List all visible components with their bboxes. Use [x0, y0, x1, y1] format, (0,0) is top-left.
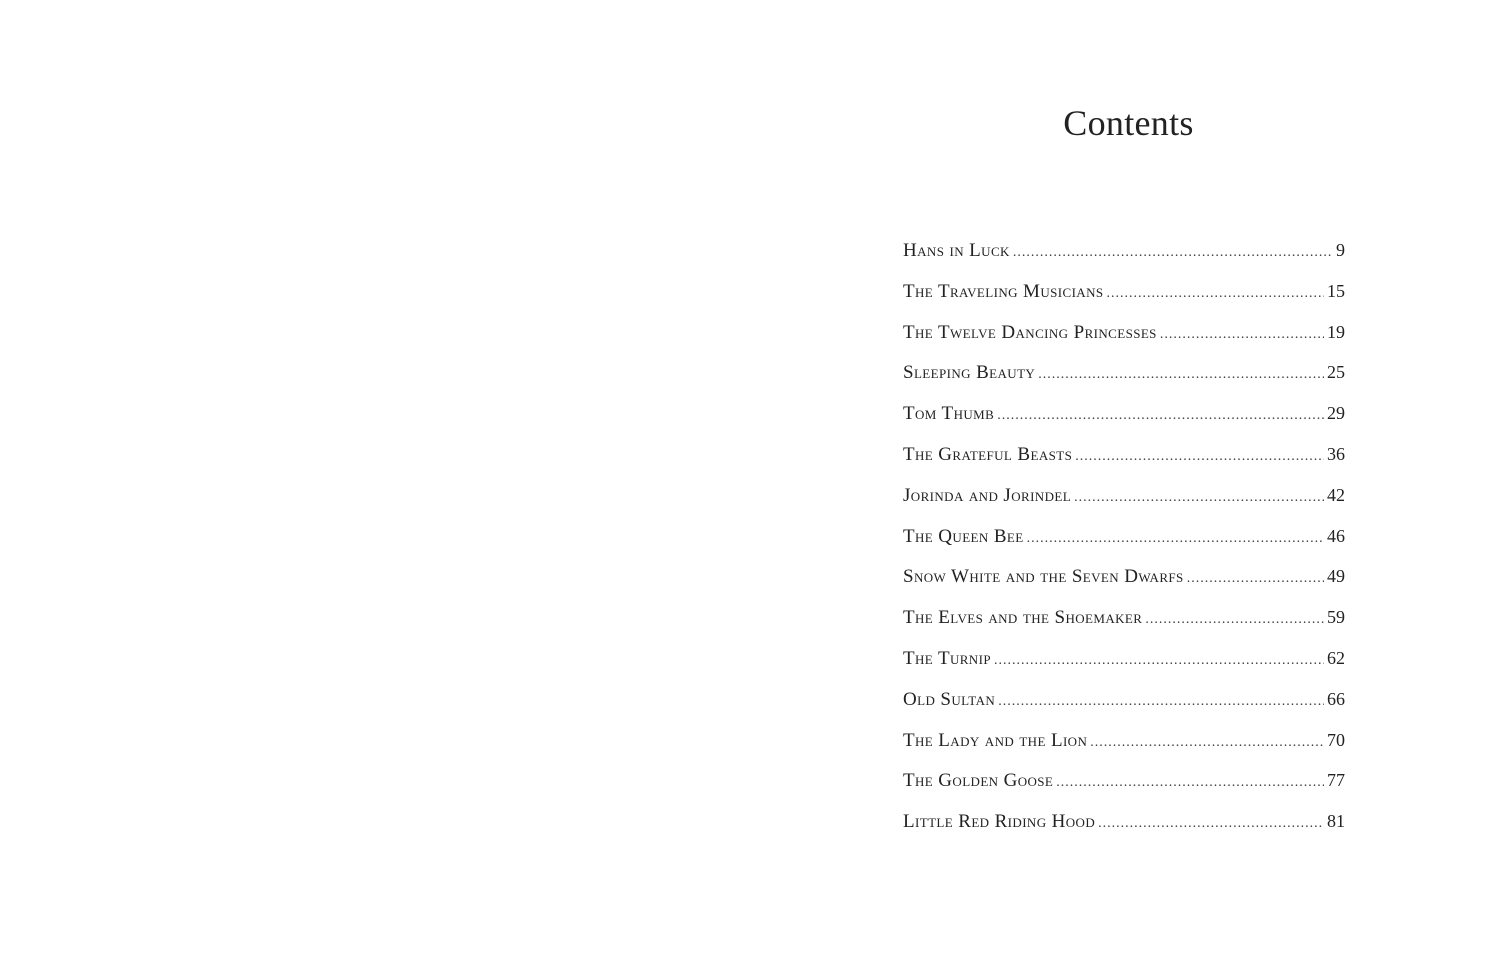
toc-entry-page-number: 62 — [1327, 647, 1345, 668]
toc-entry-page-number: 59 — [1327, 607, 1345, 628]
dot-leader — [1160, 327, 1324, 343]
dot-leader — [997, 408, 1324, 424]
dot-leader — [1098, 816, 1324, 832]
toc-entry-page-number: 49 — [1327, 566, 1345, 587]
toc-entry — [903, 444, 1345, 485]
dot-leader — [1145, 612, 1324, 628]
dot-leader — [994, 653, 1324, 669]
dot-leader — [1074, 490, 1324, 506]
dot-leader — [1038, 367, 1324, 383]
toc-entry — [903, 362, 1345, 403]
dot-leader — [1013, 245, 1333, 261]
toc-entry — [903, 403, 1345, 444]
toc-entry-page-number: 42 — [1327, 484, 1345, 505]
toc-entry-page-number: 70 — [1327, 729, 1345, 750]
toc-entry-page-number: 29 — [1327, 403, 1345, 424]
toc-entry — [903, 689, 1345, 730]
toc-entry-title: The Twelve Dancing Princesses — [903, 321, 1157, 343]
toc-entry — [903, 770, 1345, 811]
toc-entry-title: Sleeping Beauty — [903, 362, 1036, 384]
toc-entry-title: The Queen Bee — [903, 525, 1024, 547]
toc-entry-title: The Elves and the Shoemaker — [903, 607, 1143, 629]
toc-entry-page-number: 9 — [1336, 240, 1345, 260]
contents-page — [750, 0, 1500, 979]
toc-list — [903, 240, 1345, 852]
toc-entry — [903, 322, 1345, 363]
toc-entry — [903, 240, 1345, 281]
toc-entry-page-number: 81 — [1327, 811, 1345, 832]
dot-leader — [1027, 531, 1324, 547]
dot-leader — [1090, 735, 1324, 751]
toc-entry-title: The Grateful Beasts — [903, 443, 1073, 465]
toc-entry-title: The Golden Goose — [903, 770, 1054, 792]
toc-entry-page-number: 46 — [1327, 525, 1345, 546]
page-title: Contents — [1063, 103, 1194, 143]
toc-entry-title: Tom Thumb — [903, 403, 995, 425]
dot-leader — [1187, 571, 1324, 587]
toc-entry-title: Little Red Riding Hood — [903, 811, 1096, 833]
toc-entry — [903, 811, 1345, 852]
toc-entry — [903, 485, 1345, 526]
toc-entry-page-number: 36 — [1327, 443, 1345, 464]
toc-entry-title: Jorinda and Jorindel — [903, 484, 1072, 506]
toc-entry-title: Snow White and the Seven Dwarfs — [903, 566, 1184, 588]
toc-entry — [903, 526, 1345, 567]
toc-entry — [903, 730, 1345, 771]
toc-entry-page-number: 15 — [1327, 280, 1345, 301]
toc-entry-title: Old Sultan — [903, 688, 996, 710]
toc-entry-title: The Lady and the Lion — [903, 729, 1088, 751]
dot-leader — [998, 694, 1324, 710]
toc-entry-page-number: 19 — [1327, 321, 1345, 342]
toc-entry-title: The Turnip — [903, 647, 991, 669]
toc-entry — [903, 566, 1345, 607]
toc-entry — [903, 607, 1345, 648]
toc-entry-page-number: 66 — [1327, 688, 1345, 709]
toc-entry-page-number: 77 — [1327, 770, 1345, 791]
toc-entry — [903, 648, 1345, 689]
toc-entry-page-number: 25 — [1327, 362, 1345, 383]
toc-entry-title: The Traveling Musicians — [903, 280, 1104, 302]
dot-leader — [1056, 775, 1324, 791]
toc-entry-title: Hans in Luck — [903, 240, 1010, 261]
dot-leader — [1075, 449, 1324, 465]
toc-entry — [903, 281, 1345, 322]
dot-leader — [1107, 286, 1324, 302]
